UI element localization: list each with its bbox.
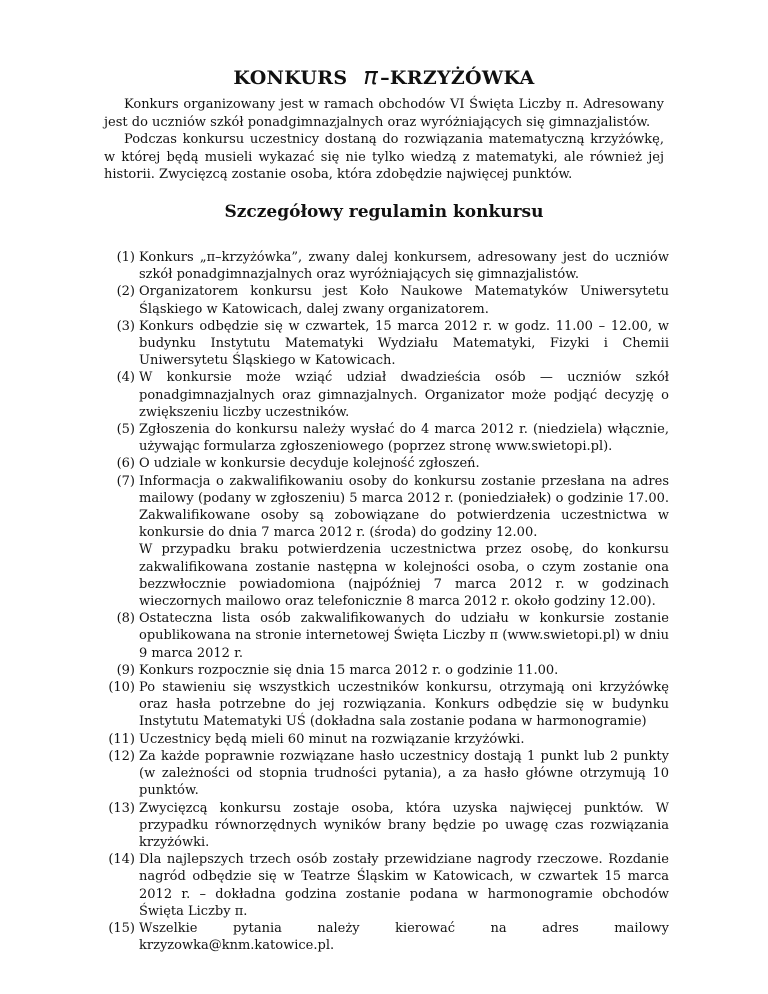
rule-text: Informacja o zakwalifikowaniu osoby do konkursu zostanie przesłana na adres mailowy (podany w zgłoszeniu) 5 marca 2012 r. (poniedziałek) o godzinie 17.00. Zakwalifikowane osoby są zobowiązane do potwierdzenia uczestnictwa w konkursie do dnia 7 marca 2012 r. (środa) do godziny 12.00. bbox=[139, 473, 669, 541]
intro-paragraph-2 bbox=[104, 131, 664, 184]
rule-text: Wszelkie pytania należy kierować na adres mailowy krzyzowka@knm.katowice.pl. bbox=[139, 920, 669, 954]
rule-number: (7) bbox=[116, 473, 135, 489]
rule-item-15 bbox=[108, 920, 669, 954]
rule-item-1 bbox=[116, 249, 669, 283]
rule-item-10 bbox=[108, 679, 669, 731]
rule-number: (2) bbox=[116, 284, 135, 300]
rule-text: Po stawieniu się wszystkich uczestników konkursu, otrzymają oni krzyżówkę oraz hasła potrzebne do jej rozwiązania. Konkurs odbędzie się w budynku Instytutu Matematyki UŚ (dokładna sala zostanie podana w harmonogramie) bbox=[139, 680, 669, 730]
title-pi-symbol: π bbox=[363, 62, 379, 90]
rule-text: Organizatorem konkursu jest Koło Naukowe Matematyków Uniwersytetu Śląskiego w Katowicach, dalej zwany organizatorem. bbox=[139, 284, 669, 317]
rule-number: (13) bbox=[108, 800, 135, 816]
page-title bbox=[0, 62, 768, 90]
rule-text: O udziale w konkursie decyduje kolejność zgłoszeń. bbox=[139, 456, 480, 472]
regulations-heading: Szczegółowy regulamin konkursu bbox=[224, 202, 544, 222]
intro-p1-text: Konkurs organizowany jest w ramach obchodów VI Święta Liczby π. Adresowany jest do uczniów szkół ponadgimnazjalnych oraz wyróżniających się gimnazjalistów. bbox=[104, 97, 664, 130]
rule-item-2 bbox=[116, 283, 669, 317]
rule-text: Konkurs rozpocznie się dnia 15 marca 2012 r. o godzinie 11.00. bbox=[139, 662, 559, 678]
rule-text-continuation: W przypadku braku potwierdzenia uczestnictwa przez osobę, do konkursu zakwalifikowana zostanie następna w kolejności osoba, o czym zostanie ona bezzwłocznie powiadomiona (najpóźniej 7 marca 2012 r. w godzinach wieczornych mailowo oraz telefonicznie 8 marca 2012 r. około godziny 12.00). bbox=[139, 542, 669, 610]
rule-item-13 bbox=[108, 800, 669, 852]
rule-item-14 bbox=[108, 851, 669, 920]
rule-item-11 bbox=[108, 731, 669, 748]
rule-text: Ostateczna lista osób zakwalifikowanych do udziału w konkursie zostanie opublikowana na stronie internetowej Święta Liczby π (www.swietopi.pl) w dniu 9 marca 2012 r. bbox=[139, 611, 669, 661]
intro-section bbox=[104, 96, 664, 184]
rule-number: (9) bbox=[116, 662, 135, 678]
rule-text: W konkursie może wziąć udział dwadzieścia osób — uczniów szkół ponadgimnazjalnych oraz gimnazjalnych. Organizator może podjąć decyzję o zwiększeniu liczby uczestników. bbox=[139, 370, 669, 420]
rule-text: Dla najlepszych trzech osób zostały przewidziane nagrody rzeczowe. Rozdanie nagród odbędzie się w Teatrze Śląskim w Katowicach, w czwartek 15 marca 2012 r. – dokładna godzina zostanie podana w harmonogramie obchodów Święta Liczby π. bbox=[139, 852, 669, 919]
rule-item-6 bbox=[116, 455, 669, 472]
rule-text: Za każde poprawnie rozwiązane hasło uczestnicy dostają 1 punkt lub 2 punkty (w zależności od stopnia trudności pytania), a za hasło główne otrzymują 10 punktów. bbox=[139, 748, 669, 799]
rule-number: (15) bbox=[108, 920, 135, 936]
rule-number: (8) bbox=[116, 611, 135, 627]
rule-number: (10) bbox=[108, 680, 135, 696]
rule-number: (4) bbox=[116, 370, 135, 386]
title-right: –KRZYŻÓWKA bbox=[380, 67, 535, 89]
rule-text: Konkurs odbędzie się w czwartek, 15 marca 2012 r. w godz. 11.00 – 12.00, w budynku Instytutu Matematyki Wydziału Matematyki, Fizyki i Chemii Uniwersytetu Śląskiego w Katowicach. bbox=[139, 318, 669, 369]
rule-text: Konkurs „π–krzyżówka”, zwany dalej konkursem, adresowany jest do uczniów szkół ponadgimnazjalnych oraz wyróżniających się gimnazjalistów. bbox=[139, 250, 669, 283]
rule-text: Zwycięzcą konkursu zostaje osoba, która uzyska najwięcej punktów. W przypadku równorzędnych wyników brany będzie po uwagę czas rozwiązania krzyżówki. bbox=[139, 800, 669, 850]
rule-item-12 bbox=[108, 748, 669, 800]
rule-number: (11) bbox=[108, 731, 135, 747]
rule-number: (6) bbox=[116, 456, 135, 472]
rule-item-3 bbox=[116, 318, 669, 370]
rules-list bbox=[108, 249, 669, 954]
rule-item-4 bbox=[116, 369, 669, 421]
title-left: KONKURS bbox=[233, 67, 348, 89]
rule-item-9 bbox=[116, 662, 669, 679]
rule-number: (1) bbox=[116, 250, 135, 265]
rule-text: Uczestnicy będą mieli 60 minut na rozwiązanie krzyżówki. bbox=[139, 731, 525, 747]
rule-number: (12) bbox=[108, 748, 135, 764]
rule-number: (3) bbox=[116, 318, 135, 334]
rule-item-8 bbox=[116, 610, 669, 662]
rule-text: Zgłoszenia do konkursu należy wysłać do 4 marca 2012 r. (niedziela) włącznie, używając formularza zgłoszeniowego (poprzez stronę www.swietopi.pl). bbox=[139, 422, 669, 455]
rule-number: (5) bbox=[116, 422, 135, 438]
rule-number: (14) bbox=[108, 852, 135, 868]
intro-paragraph-1 bbox=[104, 96, 664, 131]
rule-item-7 bbox=[116, 473, 669, 611]
intro-p2-text: Podczas konkursu uczestnicy dostaną do rozwiązania matematyczną krzyżówkę, w której będą musieli wykazać się nie tylko wiedzą z matematyki, ale również jej historii. Zwycięzcą zostanie osoba, która zdobędzie najwięcej punktów. bbox=[104, 132, 664, 183]
rule-item-5 bbox=[116, 421, 669, 455]
